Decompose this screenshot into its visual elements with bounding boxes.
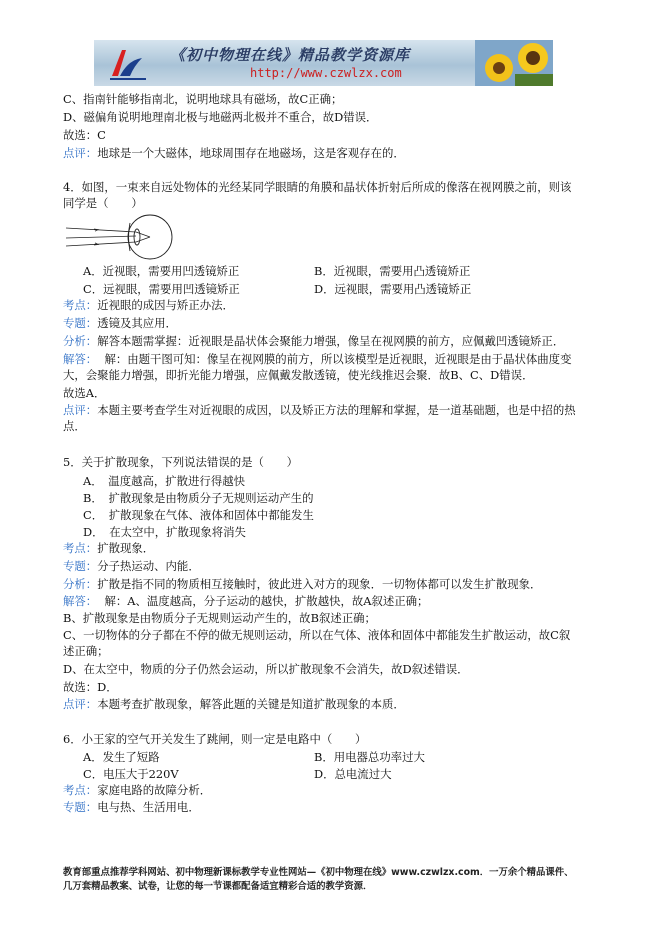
fenxi-text: 解答本题需掌握：近视眼是晶状体会聚能力增强，像呈在视网膜的前方，应佩戴凹透镜矫正．	[97, 334, 565, 348]
banner-url: http://www.czwlzx.com	[250, 66, 402, 80]
q5-zhuanti	[63, 559, 200, 573]
dianping-tag: 点评：	[63, 697, 98, 711]
q5-kaodian	[63, 541, 154, 555]
q5-jieda-line-1	[63, 594, 428, 608]
comment-text: 地球是一个大磁体，地球周围存在地磁场，这是客观存在的．	[97, 146, 405, 160]
zhuanti-tag: 专题：	[63, 800, 98, 814]
q5-jieda-line-5: D、在太空中，物质的分子仍然会运动，所以扩散现象不会消失，故D叙述错误．	[63, 662, 469, 676]
q4-answer: 故选A．	[63, 386, 106, 400]
q6-option-d: D．总电流过大	[314, 767, 392, 781]
q4-option-a: A．近视眼，需要用凹透镜矫正	[83, 264, 240, 278]
zhuanti-text: 电与热、生活用电．	[97, 800, 200, 814]
jieda-tag: 解答：	[63, 594, 98, 608]
q5-option-c: C． 扩散现象在气体、液体和固体中都能发生	[83, 508, 314, 522]
q5-jieda-line-2: B、扩散现象是由物质分子无规则运动产生的，故B叙述正确；	[63, 611, 376, 625]
prev-line-c: C、指南针能够指南北，说明地球具有磁场，故C正确；	[63, 92, 343, 106]
q4-jieda-line-1	[63, 352, 571, 366]
q6-option-c: C．电压大于220V	[83, 767, 179, 781]
q5-dianping	[63, 697, 405, 711]
q5-option-b: B． 扩散现象是由物质分子无规则运动产生的	[83, 491, 314, 505]
q6-zhuanti	[63, 800, 200, 814]
zhuanti-tag: 专题：	[63, 559, 98, 573]
prev-comment	[63, 146, 405, 160]
fenxi-text: 扩散是指不同的物质相互接触时，彼此进入对方的现象．一切物体都可以发生扩散现象．	[97, 577, 542, 591]
kaodian-text: 近视眼的成因与矫正办法．	[97, 298, 234, 312]
q5-jieda-line-4: 述正确；	[63, 644, 109, 658]
q4-dianping-line-2: 点．	[63, 419, 86, 433]
q4-stem-line-2: 同学是（ ）	[63, 196, 143, 210]
jieda-tag: 解答：	[63, 352, 98, 366]
q5-option-a: A． 温度越高，扩散进行得越快	[83, 474, 245, 488]
q4-zhuanti	[63, 316, 177, 330]
fenxi-tag: 分析：	[63, 577, 98, 591]
q4-option-d: D．远视眼，需要用凸透镜矫正	[314, 282, 472, 296]
zhuanti-text: 分子热运动、内能．	[97, 559, 200, 573]
q4-kaodian	[63, 298, 234, 312]
q4-option-c: C．远视眼，需要用凹透镜矫正	[83, 282, 240, 296]
banner-title: 《初中物理在线》精品教学资源库	[170, 46, 411, 64]
fenxi-tag: 分析：	[63, 334, 98, 348]
q5-fenxi	[63, 577, 541, 591]
jieda-text: 解：由题干图可知：像呈在视网膜的前方，所以该模型是近视眼，近视眼是由于晶状体曲度变	[104, 352, 572, 366]
prev-answer: 故选：C	[63, 128, 106, 142]
dianping-text: 本题主要考查学生对近视眼的成因，以及矫正方法的理解和掌握，是一道基础题，也是中招的热	[97, 403, 576, 417]
q5-answer: 故选：D．	[63, 680, 118, 694]
kaodian-text: 扩散现象．	[97, 541, 155, 555]
q4-fenxi	[63, 334, 564, 348]
q6-option-b: B．用电器总功率过大	[314, 750, 425, 764]
q4-option-b: B．近视眼，需要用凸透镜矫正	[314, 264, 471, 278]
q4-jieda-line-2: 大，会聚能力增强，即折光能力增强，应佩戴发散透镜，使光线推迟会聚．故B、C、D错误．	[63, 368, 534, 382]
q5-stem: 5．关于扩散现象，下列说法错误的是（ ）	[63, 455, 299, 469]
zhuanti-tag: 专题：	[63, 316, 98, 330]
q6-option-a: A．发生了短路	[83, 750, 160, 764]
kaodian-text: 家庭电路的故障分析．	[97, 783, 212, 797]
dianping-text: 本题考查扩散现象，解答此题的关键是知道扩散现象的本质．	[97, 697, 405, 711]
dianping-tag: 点评：	[63, 403, 98, 417]
kaodian-tag: 考点：	[63, 783, 98, 797]
footer-line-1: 教育部重点推荐学科网站、初中物理新课标教学专业性网站—《初中物理在线》www.czwlzx.com．一万余个精品课件、	[63, 867, 574, 878]
q5-jieda-line-3: C、一切物体的分子都在不停的做无规则运动，所以在气体、液体和固体中都能发生扩散运动，故C叙	[63, 628, 571, 642]
prev-line-d: D、磁偏角说明地理南北极与地磁两北极并不重合，故D错误．	[63, 110, 378, 124]
footer-line-2: 几万套精品教案、试卷，让您的每一节课都配备适宜精彩合适的教学资源．	[63, 881, 373, 892]
q5-option-d: D． 在太空中，扩散现象将消失	[83, 525, 246, 539]
comment-tag: 点评：	[63, 146, 98, 160]
eye-diagram	[64, 210, 174, 264]
zhuanti-text: 透镜及其应用．	[97, 316, 177, 330]
q6-stem: 6．小王家的空气开关发生了跳闸，则一定是电路中（ ）	[63, 732, 367, 746]
kaodian-tag: 考点：	[63, 541, 98, 555]
q4-dianping-line-1	[63, 403, 576, 417]
kaodian-tag: 考点：	[63, 298, 98, 312]
q4-stem-line-1: 4．如图，一束来自远处物体的光经某同学眼睛的角膜和晶状体折射后所成的像落在视网膜之前，则该	[63, 180, 572, 194]
jieda-text: 解：A、温度越高，分子运动的越快，扩散越快，故A叙述正确；	[104, 594, 429, 608]
q6-kaodian	[63, 783, 211, 797]
